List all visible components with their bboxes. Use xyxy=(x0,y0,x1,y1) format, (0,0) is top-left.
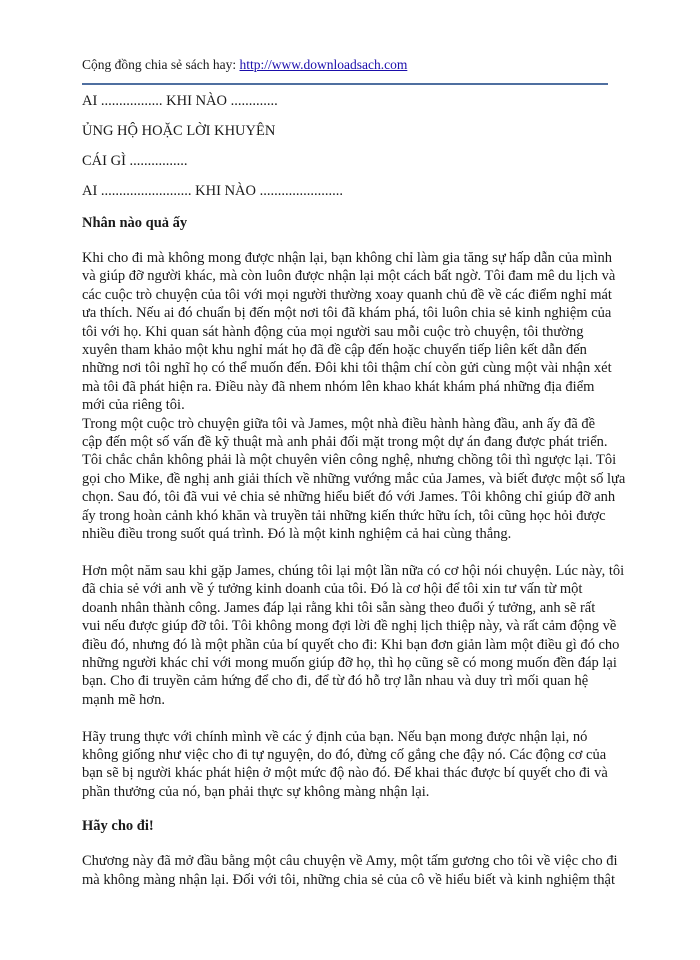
text-line: mà không màng nhận lại. Đối với tôi, những chia sẻ của cô về hiểu biết và kinh nghiệm thật xyxy=(82,871,615,888)
header-link[interactable]: http://www.downloadsach.com xyxy=(239,57,408,72)
text-line: Tôi chắc chắn không phải là một chuyên viên công nghệ, nhưng chồng tôi thì ngược lại. Tôi xyxy=(82,452,617,469)
text-line: nhiều điều trong suốt quá trình. Đó là một kinh nghiệm cả hai cùng thắng. xyxy=(82,526,512,543)
paragraph xyxy=(82,728,608,802)
form-line-what: CÁI GÌ ................ xyxy=(82,153,188,169)
text-line: bạn sẽ bị người khác phát hiện ở một mức độ nào đó. Để khai thác được bí quyết cho đi và xyxy=(82,765,608,782)
text-line: không giống như việc cho đi tự nguyện, do đó, đừng cố gắng che đậy nó. Các động cơ của xyxy=(82,746,607,763)
text-line: mà tôi đã phát hiện ra. Điều này đã nhem nhóm lên khao khát khám phá những địa điểm xyxy=(82,378,595,395)
text-line: bạn. Cho đi truyền cảm hứng để cho đi, để từ đó hỗ trợ lẫn nhau và duy trì mối quan hệ xyxy=(82,673,589,690)
form-line-who-when-2: AI ......................... KHI NÀO ....................... xyxy=(82,183,343,199)
text-line: cập đến một số vấn đề kỹ thuật mà anh phải đối mặt trong một dự án đang được phát triển. xyxy=(82,434,608,451)
text-line: tôi với họ. Khi quan sát hành động của mọi người sau mỗi cuộc trò chuyện, tôi thường xyxy=(82,323,584,340)
paragraph-gap xyxy=(82,709,608,727)
text-line: xuyên tham khảo một khu nghỉ mát họ đã đề cập đến hoặc chuyển tiếp liên kết dẫn đến xyxy=(82,342,587,359)
section-heading-2: Hãy cho đi! xyxy=(82,818,154,835)
paragraph xyxy=(82,249,616,415)
header-rule xyxy=(82,83,608,85)
form-line-who-when: AI ................. KHI NÀO ............. xyxy=(82,93,278,109)
text-line: chọn. Sau đó, tôi đã vui vẻ chia sẻ những hiểu biết đó với James. Tôi không chỉ giúp đỡ anh xyxy=(82,489,616,506)
header-label: Cộng đồng chia sẻ sách hay: xyxy=(82,57,240,72)
document-page xyxy=(82,56,626,889)
text-line: Khi cho đi mà không mong được nhận lại, bạn không chỉ làm gia tăng sự hấp dẫn của mình xyxy=(82,250,612,266)
text-line: gọi cho Mike, đề nghị anh giải thích về những vướng mắc của James, và biết được một số lựa xyxy=(82,470,626,487)
text-line: những người khác chỉ với mong muốn giúp đỡ họ, thì họ cũng sẽ có mong muốn đền đáp lại xyxy=(82,654,617,671)
text-line: Hãy trung thực với chính mình về các ý định của bạn. Nếu bạn mong được nhận lại, nó xyxy=(82,728,588,745)
page-header xyxy=(82,56,608,74)
text-line: mới của riêng tôi. xyxy=(82,397,185,414)
form-line-support-advice: ỦNG HỘ HOẶC LỜI KHUYÊN xyxy=(82,123,276,139)
text-line: và giúp đỡ người khác, mà còn luôn được nhận lại một cách bất ngờ. Tôi đam mê du lịch và xyxy=(82,268,616,285)
section-2-body xyxy=(82,852,618,889)
text-line: Hơn một năm sau khi gặp James, chúng tôi lại một lần nữa có cơ hội nói chuyện. Lúc này, tôi xyxy=(82,562,625,579)
text-line: ấy trong hoàn cảnh khó khăn và truyền tải những kiến thức hữu ích, tôi cũng học hỏi được xyxy=(82,507,606,524)
text-line: Chương này đã mở đầu bằng một câu chuyện về Amy, một tấm gương cho tôi về việc cho đi xyxy=(82,853,618,870)
text-line: ưa thích. Nếu ai đó chuẩn bị đến một nơi tôi đã khám phá, tôi luôn chia sẻ kinh nghiệm của xyxy=(82,305,612,322)
text-line: Trong một cuộc trò chuyện giữa tôi và James, một nhà điều hành hàng đầu, anh ấy đã đề xyxy=(82,415,596,432)
text-line: vui nếu được giúp đỡ tôi. Tôi không mong đợi lời đề nghị lịch thiệp này, và rất cảm động về xyxy=(82,618,617,635)
section-heading-1: Nhân nào quả ấy xyxy=(82,215,188,231)
text-line: điều đó, nhưng đó là một phần của bí quyết cho đi: Khi bạn đơn giản làm một điều gì đó cho xyxy=(82,636,620,653)
text-line: những nơi tôi nghĩ họ có thể muốn đến. Đôi khi tôi thậm chí còn gửi cùng một vài nhận xét xyxy=(82,360,612,377)
paragraph xyxy=(82,562,625,709)
section-1-body xyxy=(82,249,626,801)
text-line: đã chia sẻ với anh về ý tưởng kinh doanh của tôi. Đó là cơ hội để tôi xin tư vấn từ một xyxy=(82,581,583,598)
text-line: doanh nhân thành công. James đáp lại rằng khi tôi sẵn sàng theo đuổi ý tưởng, anh sẽ rất xyxy=(82,599,596,616)
text-line: mạnh mẽ hơn. xyxy=(82,691,165,708)
paragraph-gap xyxy=(82,544,608,562)
paragraph xyxy=(82,415,626,544)
text-line: phần thưởng của nó, bạn phải thực sự không màng nhận lại. xyxy=(82,783,430,800)
paragraph xyxy=(82,852,618,889)
text-line: các cuộc trò chuyện của tôi với mọi người thường xoay quanh chủ đề về các điểm nghỉ mát xyxy=(82,286,612,303)
